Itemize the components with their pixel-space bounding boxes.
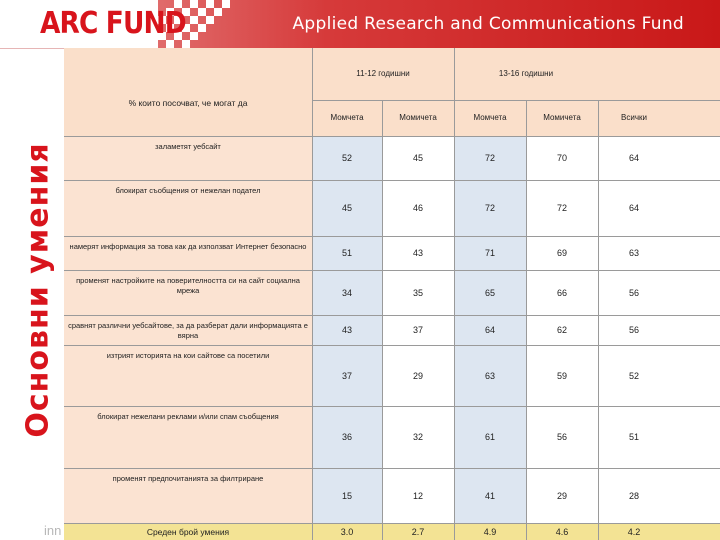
table-cell-value: 3.0 [340, 526, 354, 537]
column-header: Момичета [543, 112, 581, 122]
table-cell-value: 63 [484, 370, 495, 381]
grid-line [382, 100, 383, 540]
grid-line [64, 523, 720, 524]
row-label: променят предпочитанията за филтриране [112, 474, 264, 483]
row-label: блокират нежелани реклами и/или спам съобщения [97, 412, 279, 421]
table-cell-value: 28 [628, 490, 639, 501]
checker-square [206, 16, 214, 24]
checker-square [190, 16, 198, 24]
grid-line [64, 315, 720, 316]
side-title: Основни умения [20, 142, 56, 438]
column-header: Момчета [330, 112, 364, 122]
row-label: изтрият историята на кои сайтове са посетили [106, 351, 270, 360]
table-cell-value: 43 [412, 248, 423, 258]
table-cell-value: 64 [484, 325, 495, 335]
age-group-header: 11-12 годишни [356, 68, 410, 78]
table-cell-value: 4.9 [483, 526, 497, 537]
grid-line [598, 100, 599, 540]
column-header: Момчета [473, 112, 507, 122]
checker-square [214, 8, 222, 16]
table-cell-value: 65 [484, 287, 495, 298]
grid-line [454, 48, 455, 540]
table-cell-value: 64 [628, 203, 639, 213]
column-header: Всички [621, 112, 647, 122]
checker-square [222, 0, 230, 8]
grid-line [64, 270, 720, 271]
grid-line [64, 468, 720, 469]
skills-table [64, 48, 720, 540]
table-cell-value: 37 [341, 370, 352, 381]
table-cell-value: 45 [412, 153, 423, 163]
footer-text: inn [44, 523, 62, 538]
header-bar [0, 0, 720, 48]
table-cell-value: 51 [341, 248, 352, 258]
table-cell-value: 56 [628, 287, 639, 298]
grid-line [64, 345, 720, 346]
grid-line [64, 180, 720, 181]
row-label: заламетят уебсайт [155, 142, 221, 151]
table-cell-value: 52 [341, 153, 352, 163]
table-cell-value: 43 [341, 325, 352, 335]
table-cell-value: 72 [556, 203, 567, 213]
row-label: сравнят различни уебсайтове, за да разберат дали информацията е вярна [68, 321, 308, 340]
row-label: Среден брой умения [146, 527, 230, 537]
table-cell-value: 29 [556, 490, 567, 501]
age-group-header: 13-16 годишни [498, 68, 554, 78]
table-cell-value: 4.2 [627, 526, 641, 537]
row-label: намерят информация за това как да използват Интернет безопасно [69, 242, 307, 251]
table-cell-value: 61 [484, 432, 495, 442]
table-cell-value: 12 [412, 490, 423, 501]
grid-line [64, 236, 720, 237]
table-cell-value: 56 [556, 432, 567, 442]
table-cell-value: 2.7 [411, 526, 425, 537]
checker-square [198, 24, 206, 32]
table-cell-value: 35 [412, 287, 423, 298]
table-cell-value: 63 [628, 248, 639, 258]
table-cell-value: 32 [412, 432, 423, 442]
table-cell-value: 29 [412, 370, 423, 381]
table-cell-value: 69 [556, 248, 567, 258]
table-cell-value: 56 [628, 325, 639, 335]
checker-square [198, 8, 206, 16]
table-cell-value: 4.6 [555, 526, 569, 537]
grid-line [64, 136, 720, 137]
row-label: променят настройките на поверителността си на сайт социална мрежа [76, 276, 300, 295]
table-cell-value: 71 [484, 248, 495, 258]
table-cell-value: 59 [556, 370, 567, 381]
table-cell-value: 46 [412, 203, 423, 213]
table-cell-value: 52 [628, 370, 639, 381]
table-cell-value: 36 [341, 432, 352, 442]
grid-line [526, 100, 527, 540]
table-cell-value: 37 [412, 325, 423, 335]
table-cell-value: 72 [484, 203, 495, 213]
table-cell-value: 15 [341, 490, 352, 501]
header-title: Applied Research and Communications Fund [292, 14, 684, 34]
table-cell-value: 62 [556, 325, 567, 335]
checker-square [166, 40, 174, 48]
checker-square [190, 0, 198, 8]
arc-fund-logo: ARC FUND [40, 6, 186, 41]
checker-square [190, 32, 198, 40]
grid-line [312, 48, 313, 540]
table-cell-value: 45 [341, 203, 352, 213]
grid-line [64, 406, 720, 407]
table-cell-value: 66 [556, 287, 567, 298]
grid-line [312, 100, 720, 101]
row-label: блокират съобщения от нежелан подател [115, 186, 261, 195]
table-cell-value: 34 [341, 287, 352, 298]
table-cell-value: 72 [484, 153, 495, 163]
table-cell-value: 64 [628, 153, 639, 163]
column-header: Момичета [399, 112, 437, 122]
checker-square [206, 0, 214, 8]
table-cell-value: 41 [484, 490, 495, 501]
row-header-label: % които посочват, че могат да [128, 98, 248, 108]
table-cell-value: 51 [628, 432, 639, 442]
table-cell-value: 70 [556, 153, 567, 163]
checker-square [182, 40, 190, 48]
